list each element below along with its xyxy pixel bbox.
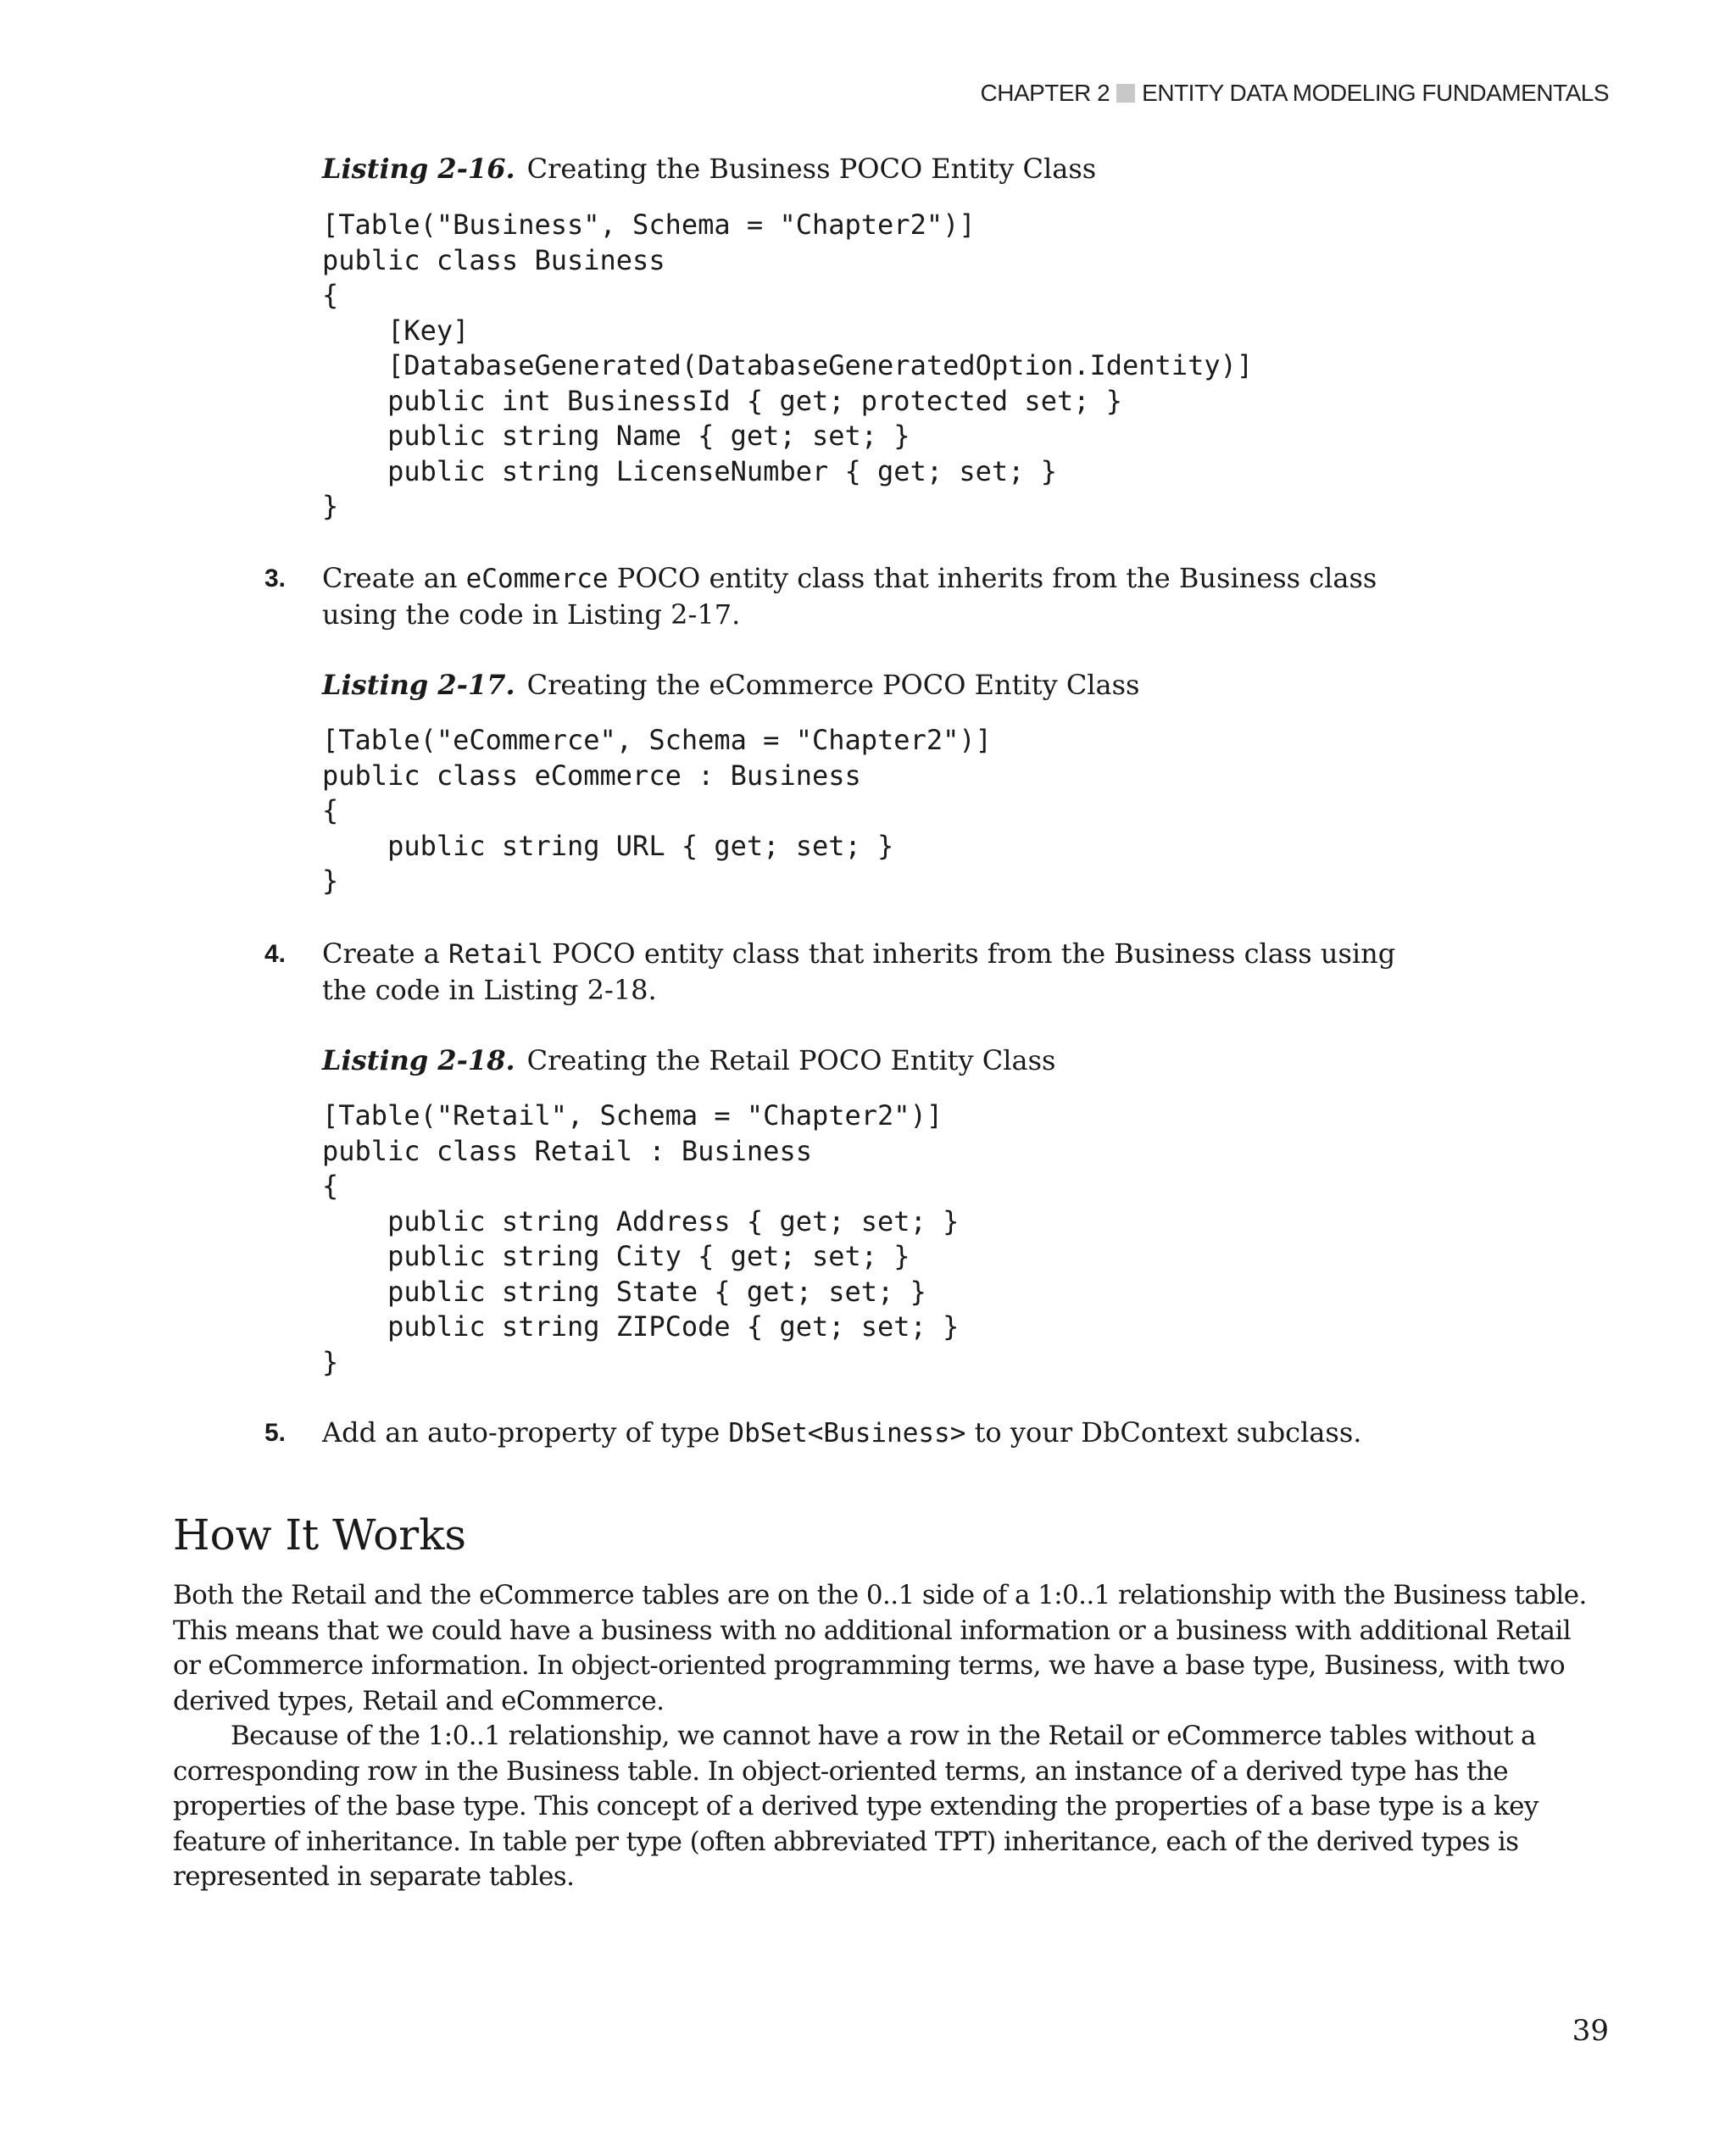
header-separator bbox=[1116, 84, 1135, 103]
step-number: 5. bbox=[264, 1419, 287, 1447]
listing-title: Creating the Business POCO Entity Class bbox=[526, 153, 1097, 185]
listing-label: Listing 2-16. bbox=[322, 153, 515, 185]
step-text-after: to your DbContext subclass. bbox=[965, 1416, 1362, 1449]
step-text-after: POCO entity class that inherits from the Business class using the code in Listing 2-18. bbox=[322, 937, 1396, 1006]
paragraph-2: Because of the 1:0..1 relationship, we cannot have a row in the Retail or eCommerce tables without a corresponding row in the Business table. In object-oriented terms, an instance of a derived type has the properties of the base type. This concept of a derived type extending the properties of a base type is a key feature of inheritance. In table per type (often abbreviated TPT) inheritance, each of the derived types is represented in separate tables. bbox=[173, 1721, 1538, 1892]
step-number: 3. bbox=[264, 564, 287, 592]
step-text bbox=[322, 1415, 1400, 1452]
step-text-before: Add an auto-property of type bbox=[322, 1416, 729, 1449]
listing-label: Listing 2-17. bbox=[322, 669, 515, 701]
step-4 bbox=[264, 937, 1400, 1008]
code-listing-2-18: [Table("Retail", Schema = "Chapter2")] public class Retail : Business { public string Address { get; set; } public string City { get; set; } public string State { get; set; } public string ZIPCode { get; set; } } bbox=[322, 1099, 960, 1378]
step-number: 4. bbox=[264, 940, 287, 968]
inline-code: Retail bbox=[448, 939, 543, 970]
step-text bbox=[322, 561, 1400, 632]
header-section: ENTITY DATA MODELING FUNDAMENTALS bbox=[1142, 80, 1609, 106]
step-text-before: Create a bbox=[322, 937, 449, 970]
section-heading: How It Works bbox=[173, 1510, 467, 1560]
step-text-before: Create an bbox=[322, 562, 466, 594]
listing-caption-2-16 bbox=[322, 153, 1096, 185]
code-listing-2-16: [Table("Business", Schema = "Chapter2")] public class Business { [Key] [DatabaseGenerated(DatabaseGeneratedOption.Identity)] public int BusinessId { get; protected set; } public string Name { get; set; } public string LicenseNumber { get; set; } } bbox=[322, 209, 1254, 522]
listing-title: Creating the eCommerce POCO Entity Class bbox=[526, 669, 1140, 701]
page-number: 39 bbox=[1572, 2014, 1609, 2048]
step-3 bbox=[264, 561, 1400, 632]
listing-caption-2-18 bbox=[322, 1044, 1055, 1076]
listing-caption-2-17 bbox=[322, 669, 1139, 701]
step-5 bbox=[264, 1415, 1400, 1452]
step-text-after: POCO entity class that inherits from the Business class using the code in Listing 2-17. bbox=[322, 562, 1377, 631]
code-listing-2-17: [Table("eCommerce", Schema = "Chapter2")] public class eCommerce : Business { public string URL { get; set; } } bbox=[322, 724, 992, 897]
paragraph-1: Both the Retail and the eCommerce tables are on the 0..1 side of a 1:0..1 relationship with the Business table. This means that we could have a business with no additional information or a business with additional Retail or eCommerce information. In object-oriented programming terms, we have a base type, Business, with two derived types, Retail and eCommerce. bbox=[173, 1580, 1587, 1716]
step-text bbox=[322, 937, 1400, 1008]
listing-title: Creating the Retail POCO Entity Class bbox=[526, 1044, 1056, 1076]
running-header bbox=[981, 80, 1609, 107]
listing-label: Listing 2-18. bbox=[322, 1044, 515, 1076]
header-chapter: CHAPTER 2 bbox=[980, 80, 1110, 106]
inline-code: eCommerce bbox=[465, 564, 609, 594]
inline-code: DbSet<Business> bbox=[728, 1418, 966, 1449]
